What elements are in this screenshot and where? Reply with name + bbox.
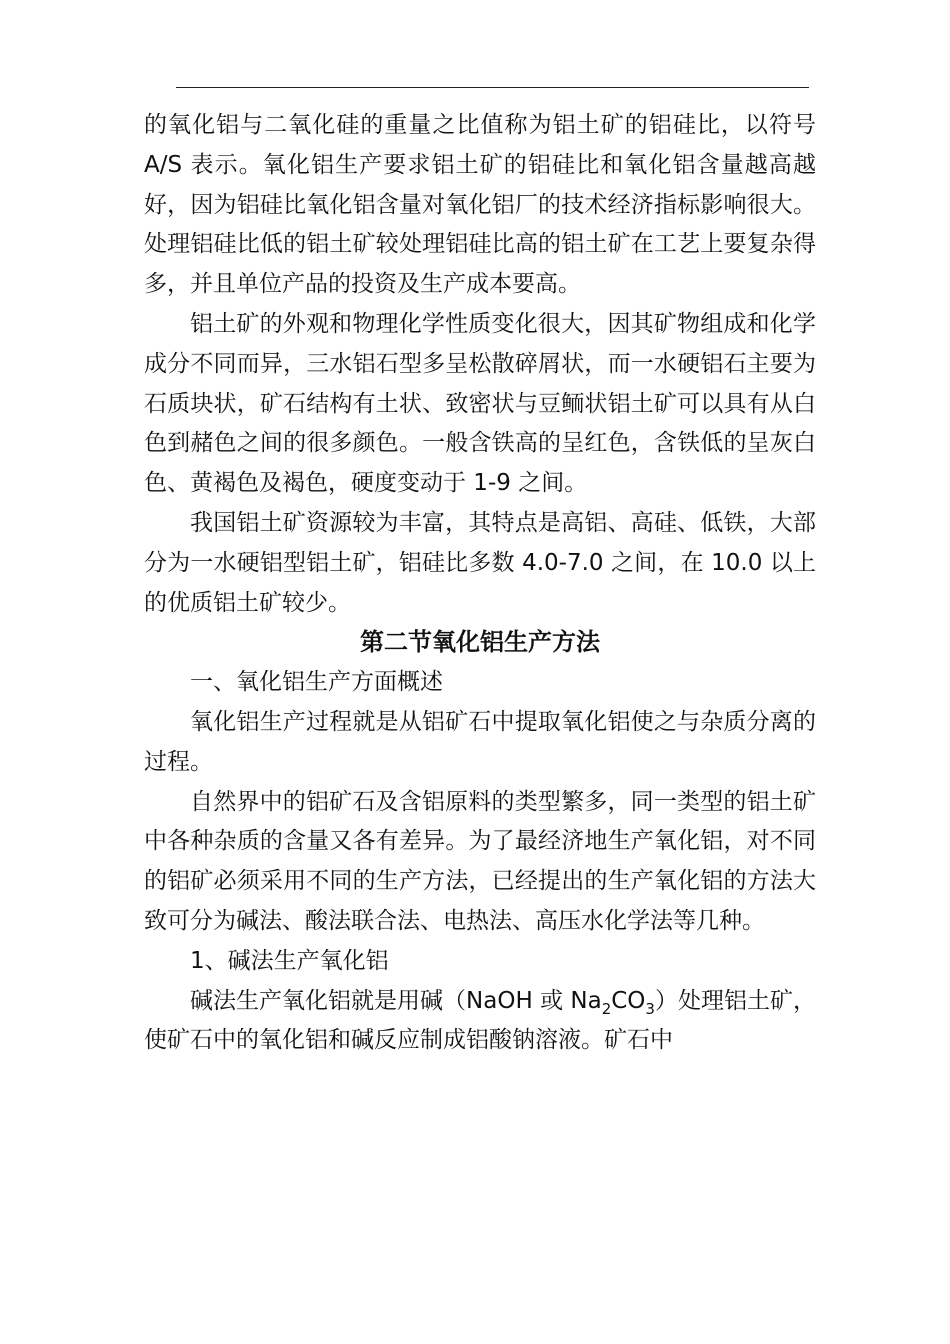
paragraph-production-methods: 自然界中的铝矿石及含铝原料的类型繁多，同一类型的铝土矿中各种杂质的含量又各有差异。为了最经济地生产氧化铝，对不同的铝矿必须采用不同的生产方法，已经提出的生产氧化铝的方法大致可分为碱法、酸法联合法、电热法、高压水化学法等几种。 bbox=[144, 788, 816, 934]
formula-subscript-3: 3 bbox=[645, 999, 655, 1018]
paragraph-production-process: 氧化铝生产过程就是从铝矿石中提取氧化铝使之与杂质分离的过程。 bbox=[144, 708, 816, 775]
paragraph-alumina-silica-ratio: 的氧化铝与二氧化硅的重量之比值称为铝土矿的铝硅比，以符号 A/S 表示。氧化铝生产要求铝土矿的铝硅比和氧化铝含量越高越好，因为铝硅比氧化铝含量对氧化铝厂的技术经济指标影响很大。处理铝硅比低的铝土矿较处理铝硅比高的铝土矿在工艺上要复杂得多，并且单位产品的投资及生产成本要高。 bbox=[144, 112, 816, 298]
formula-text-part-3: ）处理铝土矿，使矿石中的氧化铝和碱反应制成铝酸钠溶液。矿石中 bbox=[144, 987, 817, 1054]
subheading-overview: 一、氧化铝生产方面概述 bbox=[190, 669, 443, 696]
paragraph-china-bauxite-resources: 我国铝土矿资源较为丰富，其特点是高铝、高硅、低铁，大部分为一水硬铝型铝土矿，铝硅比多数 4.0-7.0 之间，在 10.0 以上的优质铝土矿较少。 bbox=[144, 509, 816, 616]
document-body bbox=[144, 106, 816, 1061]
formula-subscript-2: 2 bbox=[601, 999, 612, 1018]
header-rule bbox=[176, 87, 809, 88]
paragraph-alkali-method-description bbox=[144, 982, 816, 1062]
paragraph-bauxite-appearance: 铝土矿的外观和物理化学性质变化很大，因其矿物组成和化学成分不同而异，三水铝石型多呈松散碎屑状，而一水硬铝石主要为石质块状，矿石结构有土状、致密状与豆鲕状铝土矿可以具有从白色到赭色之间的很多颜色。一般含铁高的呈红色，含铁低的呈灰白色、黄褐色及褐色，硬度变动于 1-9 之间。 bbox=[144, 310, 816, 497]
section-heading: 第二节氧化铝生产方法 bbox=[360, 628, 600, 657]
subheading-alkali-method: 1、碱法生产氧化铝 bbox=[190, 947, 389, 974]
formula-text-part-2: CO bbox=[611, 987, 646, 1014]
formula-text-part-1: 碱法生产氧化铝就是用碱（NaOH 或 Na bbox=[190, 987, 602, 1014]
